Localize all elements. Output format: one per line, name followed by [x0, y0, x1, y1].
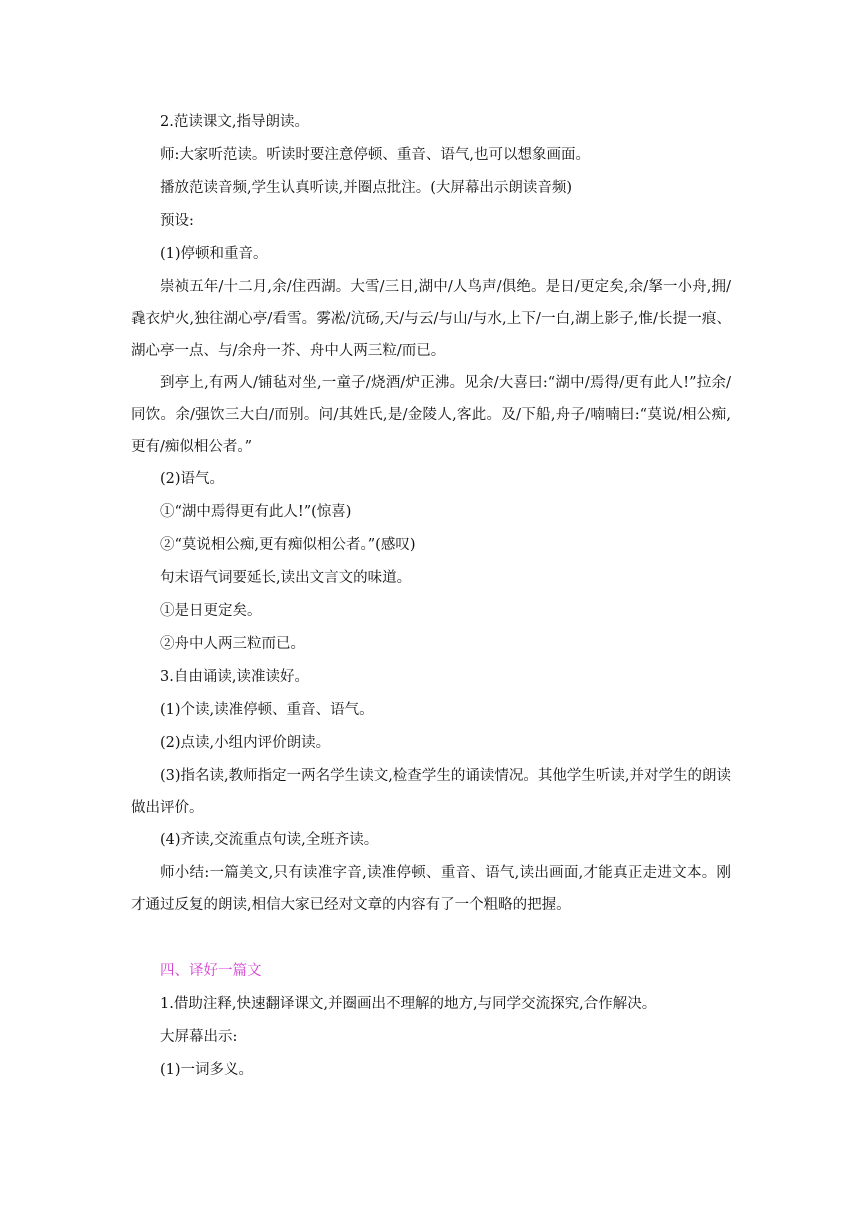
paragraph: 预设: — [160, 213, 194, 229]
paragraph: 3.自由诵读,读准读好。 — [160, 669, 309, 685]
paragraph: (1)停顿和重音。 — [160, 246, 268, 262]
section-gap — [131, 921, 731, 955]
paragraph: (2)点读,小组内评价朗读。 — [160, 735, 331, 751]
paragraph: 句末语气词要延长,读出文言文的味道。 — [160, 570, 412, 586]
paragraph: ②“莫说相公痴,更有痴似相公者。”(感叹) — [160, 537, 416, 553]
paragraph: (2)语气。 — [160, 471, 225, 487]
paragraph: 1.借助注释,快速翻译课文,并圈画出不理解的地方,与同学交流探究,合作解决。 — [160, 996, 657, 1012]
paragraph: 崇祯五年/十二月,余/住西湖。大雪/三日,湖中/人鸟声/俱绝。是日/更定矣,余/拏一小舟,拥/毳衣炉火,独往湖心亭/看雪。雾凇/沆砀,天/与云/与山/与水,上下/一白,湖上影子,惟/长提一痕、湖心亭一点、与/余舟一芥、舟中人两三粒/而已。 — [131, 279, 731, 359]
paragraph: ②舟中人两三粒而已。 — [160, 636, 305, 652]
paragraph: 播放范读音频,学生认真听读,并圈点批注。(大屏幕出示朗读音频) — [160, 180, 573, 196]
paragraph: ①“湖中焉得更有此人!”(惊喜) — [160, 504, 352, 520]
paragraph: (4)齐读,交流重点句读,全班齐读。 — [160, 832, 379, 848]
paragraph: (1)一词多义。 — [160, 1062, 254, 1078]
paragraph: 2.范读课文,指导朗读。 — [160, 114, 309, 130]
paragraph: 大屏幕出示: — [160, 1029, 238, 1045]
document-body — [131, 106, 731, 1087]
paragraph: (3)指名读,教师指定一两名学生读文,检查学生的诵读情况。其他学生听读,并对学生的朗读做出评价。 — [131, 768, 731, 816]
paragraph: 师小结:一篇美文,只有读准字音,读准停顿、重音、语气,读出画面,才能真正走进文本。刚才通过反复的朗读,相信大家已经对文章的内容有了一个粗略的把握。 — [131, 865, 731, 913]
section-heading: 四、译好一篇文 — [160, 963, 262, 979]
paragraph: ①是日更定矣。 — [160, 603, 262, 619]
paragraph: (1)个读,读准停顿、重音、语气。 — [160, 702, 374, 718]
paragraph: 师:大家听范读。听读时要注意停顿、重音、语气,也可以想象画面。 — [160, 147, 590, 163]
paragraph: 到亭上,有两人/铺毡对坐,一童子/烧酒/炉正沸。见余/大喜曰:“湖中/焉得/更有此人!”拉余/同饮。余/强饮三大白/而别。问/其姓氏,是/金陵人,客此。及/下船,舟子/喃喃曰:“莫说/相公痴,更有/痴似相公者。” — [131, 375, 731, 455]
